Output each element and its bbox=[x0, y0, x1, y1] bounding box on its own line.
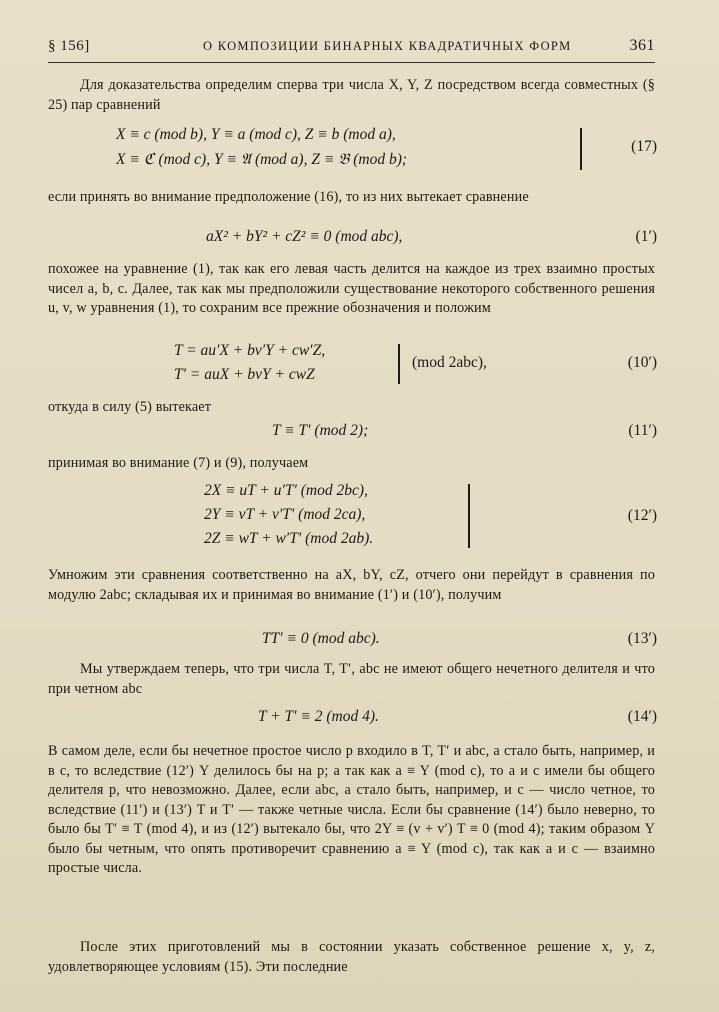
page-number: 361 bbox=[629, 37, 655, 54]
equation-17-brace bbox=[580, 128, 582, 170]
paragraph-3: похожее на уравнение (1), так как его левая часть делится на каждое из трех взаимно простых чисел a, b, c. Далее, так как мы предположили существование некоторого собственного решения u, v, w уравнения (1), то сохраним все прежние обозначения и положим bbox=[48, 261, 655, 316]
running-title: О КОМПОЗИЦИИ БИНАРНЫХ КВАДРАТИЧНЫХ ФОРМ bbox=[203, 39, 572, 53]
paragraph-8: В самом деле, если бы нечетное простое число p входило в T, T′ и abc, а стало быть, например, и в c, то вследствие (12′) Y делилось бы на p; а так как a ≡ Y (mod c), то a и c имели бы общего делителя p, что невозможно. Далее, если abc, а стало быть, например, и c — число четное, то вследствие (11′) и (13′) T и T′ — также четные числа. Если бы сравнение (14′) было неверно, то было бы T′ ≡ T (mod 4), и из (12′) вытекало бы, что 2Y ≡ (v + v′) T ≡ 0 (mod 4); таким образом Y было бы четным, что опять противоречит сравнению a ≡ Y (mod c), так как a и c — взаимно простые числа. bbox=[48, 743, 655, 876]
equation-13p-tag: (13′) bbox=[627, 630, 657, 647]
equation-1p: aX² + bY² + cZ² ≡ 0 (mod abc), bbox=[206, 228, 403, 245]
equation-12p-line-3: 2Z ≡ wT + w′T′ (mod 2ab). bbox=[204, 530, 374, 547]
paragraph-9: После этих приготовлений мы в состоянии указать собственное решение x, y, z, удовлетворяющее условиям (15). Эти последние bbox=[48, 939, 655, 975]
paragraph-4: откуда в силу (5) вытекает bbox=[48, 399, 212, 415]
paragraph-1: Для доказательства определим сперва три числа X, Y, Z посредством всегда совместных (§ 25) пар сравнений bbox=[48, 77, 655, 113]
equation-14p-tag: (14′) bbox=[627, 708, 657, 725]
paragraph-2: если принять во внимание предположение (16), то из них вытекает сравнение bbox=[48, 189, 529, 205]
equation-12p-tag: (12′) bbox=[627, 507, 657, 524]
equation-12p-brace bbox=[468, 484, 470, 548]
equation-12p-line-2: 2Y ≡ vT + v′T′ (mod 2ca), bbox=[204, 506, 366, 523]
equation-10p-brace bbox=[398, 344, 400, 384]
equation-1p-tag: (1′) bbox=[635, 228, 657, 245]
equation-11p-tag: (11′) bbox=[628, 422, 657, 439]
running-header bbox=[48, 34, 655, 63]
equation-10p-line-2: T′ = auX + bvY + cwZ bbox=[174, 366, 315, 383]
equation-13p: TT′ ≡ 0 (mod abc). bbox=[262, 630, 380, 647]
equation-17-line-1: X ≡ c (mod b), Y ≡ a (mod c), Z ≡ b (mod a), bbox=[116, 126, 396, 143]
equation-14p: T + T′ ≡ 2 (mod 4). bbox=[258, 708, 379, 725]
equation-10p-tag: (10′) bbox=[627, 354, 657, 371]
equation-10p-line-1: T = au′X + bv′Y + cw′Z, bbox=[174, 342, 326, 359]
paragraph-7: Мы утверждаем теперь, что три числа T, T′, abc не имеют общего нечетного делителя и что при четном abc bbox=[48, 661, 655, 697]
equation-11p: T ≡ T′ (mod 2); bbox=[272, 422, 369, 439]
equation-12p-line-1: 2X ≡ uT + u′T′ (mod 2bc), bbox=[204, 482, 368, 499]
equation-17-tag: (17) bbox=[631, 138, 657, 155]
section-number: § 156] bbox=[48, 38, 90, 54]
equation-10p-modulus: (mod 2abc), bbox=[412, 354, 487, 371]
paragraph-5: принимая во внимание (7) и (9), получаем bbox=[48, 455, 309, 471]
equation-17-line-2: X ≡ ℭ (mod c), Y ≡ 𝔄 (mod a), Z ≡ 𝔅 (mod b); bbox=[116, 151, 408, 168]
paragraph-6: Умножим эти сравнения соответственно на aX, bY, cZ, отчего они перейдут в сравнения по модулю 2abc; складывая их и принимая во внимание (1′) и (10′), получим bbox=[48, 567, 655, 603]
